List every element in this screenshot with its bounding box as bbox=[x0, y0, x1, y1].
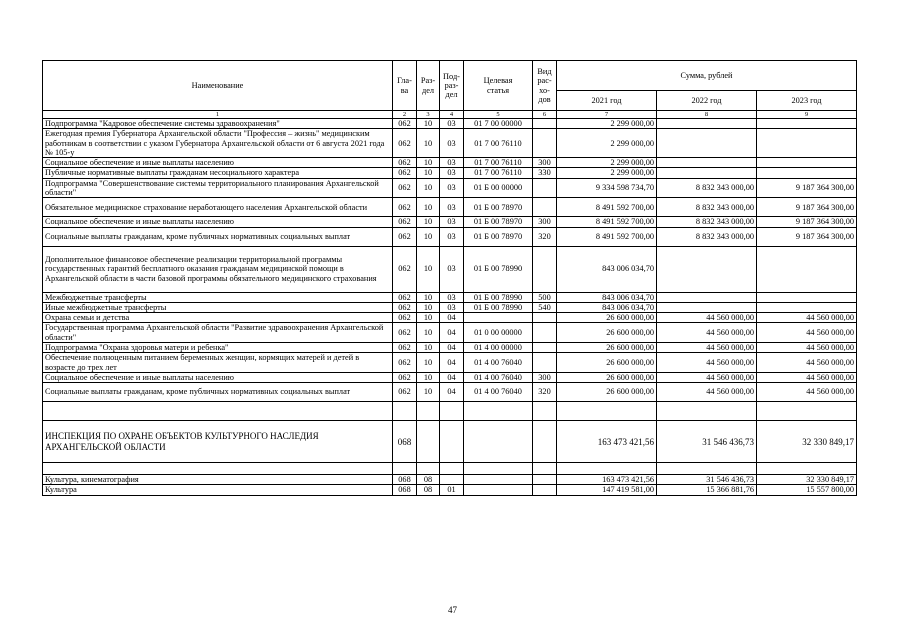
table-row bbox=[43, 302, 857, 312]
cell-s2022: 8 832 343 000,00 bbox=[657, 227, 757, 246]
cell-vr bbox=[533, 313, 557, 323]
cell-s2023 bbox=[757, 158, 857, 168]
cell-s2021: 26 600 000,00 bbox=[557, 313, 657, 323]
cell-name bbox=[43, 402, 393, 421]
cell-s2021: 163 473 421,56 bbox=[557, 421, 657, 463]
cell-s2023: 32 330 849,17 bbox=[757, 421, 857, 463]
cell-ch: 062 bbox=[393, 246, 417, 292]
table-row bbox=[43, 485, 857, 495]
cell-name: ИНСПЕКЦИЯ ПО ОХРАНЕ ОБЪЕКТОВ КУЛЬТУРНОГО НАСЛЕДИЯ АРХАНГЕЛЬСКОЙ ОБЛАСТИ bbox=[43, 421, 393, 463]
cell-s2022 bbox=[657, 168, 757, 178]
cell-s2023: 15 557 800,00 bbox=[757, 485, 857, 495]
cell-s2022: 8 832 343 000,00 bbox=[657, 178, 757, 198]
cell-s2021: 2 299 000,00 bbox=[557, 119, 657, 129]
header-summa: Сумма, рублей bbox=[557, 61, 857, 91]
cell-s2023: 44 560 000,00 bbox=[757, 342, 857, 352]
cell-s2021: 26 600 000,00 bbox=[557, 342, 657, 352]
cell-ch bbox=[393, 402, 417, 421]
cell-s2021: 2 299 000,00 bbox=[557, 129, 657, 158]
table-row bbox=[43, 246, 857, 292]
cell-s2021: 163 473 421,56 bbox=[557, 475, 657, 485]
cell-cs: 01 4 00 76040 bbox=[464, 383, 533, 402]
cell-s2021: 26 600 000,00 bbox=[557, 372, 657, 382]
cell-vr bbox=[533, 246, 557, 292]
cell-cs: 01 4 00 76040 bbox=[464, 372, 533, 382]
cell-ch: 062 bbox=[393, 342, 417, 352]
cell-ch: 062 bbox=[393, 198, 417, 217]
cell-ch: 068 bbox=[393, 475, 417, 485]
cell-rz: 10 bbox=[417, 246, 440, 292]
cell-s2021: 8 491 592 700,00 bbox=[557, 198, 657, 217]
cell-cs bbox=[464, 463, 533, 475]
cell-pr: 01 bbox=[440, 485, 464, 495]
cell-cs: 01 Б 00 78970 bbox=[464, 198, 533, 217]
table-row bbox=[43, 402, 857, 421]
cell-rz: 10 bbox=[417, 313, 440, 323]
header-2021: 2021 год bbox=[557, 91, 657, 111]
cell-vr: 330 bbox=[533, 168, 557, 178]
table-row bbox=[43, 129, 857, 158]
cell-name bbox=[43, 463, 393, 475]
cell-name: Культура, кинематография bbox=[43, 475, 393, 485]
cell-name: Подпрограмма "Кадровое обеспечение системы здравоохранения" bbox=[43, 119, 393, 129]
col-index: 2 bbox=[393, 111, 417, 119]
table-row bbox=[43, 323, 857, 343]
cell-name: Охрана семьи и детства bbox=[43, 313, 393, 323]
cell-s2021 bbox=[557, 402, 657, 421]
table-row bbox=[43, 475, 857, 485]
table-row bbox=[43, 168, 857, 178]
cell-cs: 01 7 00 76110 bbox=[464, 158, 533, 168]
cell-s2023: 9 187 364 300,00 bbox=[757, 198, 857, 217]
cell-s2023: 44 560 000,00 bbox=[757, 353, 857, 373]
cell-s2022: 44 560 000,00 bbox=[657, 313, 757, 323]
cell-cs: 01 7 00 76110 bbox=[464, 129, 533, 158]
cell-s2022 bbox=[657, 129, 757, 158]
cell-pr: 03 bbox=[440, 227, 464, 246]
cell-s2022 bbox=[657, 119, 757, 129]
cell-vr bbox=[533, 485, 557, 495]
cell-vr bbox=[533, 178, 557, 198]
cell-s2021: 843 006 034,70 bbox=[557, 292, 657, 302]
cell-pr: 03 bbox=[440, 246, 464, 292]
cell-name: Подпрограмма "Совершенствование системы территориального планирования Архангельской области" bbox=[43, 178, 393, 198]
cell-rz: 10 bbox=[417, 372, 440, 382]
cell-rz: 10 bbox=[417, 217, 440, 227]
cell-ch: 062 bbox=[393, 168, 417, 178]
cell-s2023: 9 187 364 300,00 bbox=[757, 217, 857, 227]
cell-ch: 068 bbox=[393, 421, 417, 463]
cell-rz bbox=[417, 421, 440, 463]
cell-name: Социальные выплаты гражданам, кроме публичных нормативных социальных выплат bbox=[43, 383, 393, 402]
cell-pr bbox=[440, 421, 464, 463]
cell-rz: 10 bbox=[417, 119, 440, 129]
cell-ch: 062 bbox=[393, 383, 417, 402]
cell-s2023 bbox=[757, 463, 857, 475]
cell-s2023: 9 187 364 300,00 bbox=[757, 227, 857, 246]
cell-vr bbox=[533, 475, 557, 485]
cell-s2021: 843 006 034,70 bbox=[557, 246, 657, 292]
budget-table bbox=[42, 60, 857, 496]
cell-cs: 01 Б 00 00000 bbox=[464, 178, 533, 198]
table-row bbox=[43, 119, 857, 129]
table-row bbox=[43, 421, 857, 463]
cell-s2022: 8 832 343 000,00 bbox=[657, 198, 757, 217]
cell-name: Подпрограмма "Охрана здоровья матери и ребенка" bbox=[43, 342, 393, 352]
cell-s2022: 44 560 000,00 bbox=[657, 342, 757, 352]
cell-rz bbox=[417, 402, 440, 421]
cell-pr: 03 bbox=[440, 217, 464, 227]
cell-s2023 bbox=[757, 292, 857, 302]
cell-cs bbox=[464, 475, 533, 485]
cell-name: Социальное обеспечение и иные выплаты населению bbox=[43, 217, 393, 227]
cell-s2021: 147 419 581,00 bbox=[557, 485, 657, 495]
col-index: 6 bbox=[533, 111, 557, 119]
cell-rz: 10 bbox=[417, 168, 440, 178]
cell-name: Обеспечение полноценным питанием беременных женщин, кормящих матерей и детей в возрасте до трех лет bbox=[43, 353, 393, 373]
cell-cs: 01 Б 00 78990 bbox=[464, 246, 533, 292]
table-row bbox=[43, 158, 857, 168]
cell-cs: 01 4 00 76040 bbox=[464, 353, 533, 373]
col-index: 1 bbox=[43, 111, 393, 119]
cell-name: Иные межбюджетные трансферты bbox=[43, 302, 393, 312]
table-row bbox=[43, 342, 857, 352]
cell-ch: 062 bbox=[393, 158, 417, 168]
table-row bbox=[43, 372, 857, 382]
cell-s2022 bbox=[657, 463, 757, 475]
cell-s2021: 8 491 592 700,00 bbox=[557, 227, 657, 246]
cell-name: Культура bbox=[43, 485, 393, 495]
cell-name: Дополнительное финансовое обеспечение реализации территориальной программы государственных гарантий бесплатного оказания гражданам медицинской помощи в Архангельской области в части базовой программы обязательного медицинского страхования bbox=[43, 246, 393, 292]
cell-ch: 062 bbox=[393, 313, 417, 323]
table-row bbox=[43, 292, 857, 302]
table-row bbox=[43, 353, 857, 373]
cell-cs bbox=[464, 402, 533, 421]
cell-pr: 03 bbox=[440, 119, 464, 129]
cell-s2022 bbox=[657, 402, 757, 421]
cell-name: Межбюджетные трансферты bbox=[43, 292, 393, 302]
cell-s2023: 32 330 849,17 bbox=[757, 475, 857, 485]
cell-pr bbox=[440, 463, 464, 475]
cell-vr: 300 bbox=[533, 217, 557, 227]
cell-s2023: 44 560 000,00 bbox=[757, 383, 857, 402]
cell-vr bbox=[533, 342, 557, 352]
cell-pr: 04 bbox=[440, 313, 464, 323]
page-number: 47 bbox=[448, 605, 457, 615]
cell-s2021: 2 299 000,00 bbox=[557, 168, 657, 178]
table-row bbox=[43, 313, 857, 323]
cell-ch: 062 bbox=[393, 353, 417, 373]
cell-pr: 04 bbox=[440, 342, 464, 352]
cell-vr: 300 bbox=[533, 372, 557, 382]
cell-cs: 01 Б 00 78990 bbox=[464, 302, 533, 312]
cell-ch: 062 bbox=[393, 119, 417, 129]
cell-vr bbox=[533, 421, 557, 463]
cell-rz bbox=[417, 463, 440, 475]
cell-rz: 10 bbox=[417, 178, 440, 198]
table-row bbox=[43, 178, 857, 198]
cell-cs: 01 Б 00 78990 bbox=[464, 292, 533, 302]
cell-name: Социальные выплаты гражданам, кроме публичных нормативных социальных выплат bbox=[43, 227, 393, 246]
cell-name: Публичные нормативные выплаты гражданам несоциального характера bbox=[43, 168, 393, 178]
cell-ch: 062 bbox=[393, 292, 417, 302]
cell-cs: 01 0 00 00000 bbox=[464, 323, 533, 343]
cell-s2021: 8 491 592 700,00 bbox=[557, 217, 657, 227]
cell-vr: 500 bbox=[533, 292, 557, 302]
cell-vr bbox=[533, 353, 557, 373]
cell-vr bbox=[533, 129, 557, 158]
cell-s2023 bbox=[757, 302, 857, 312]
cell-s2022: 44 560 000,00 bbox=[657, 383, 757, 402]
col-index: 4 bbox=[440, 111, 464, 119]
cell-pr: 04 bbox=[440, 353, 464, 373]
cell-s2022 bbox=[657, 302, 757, 312]
cell-ch: 062 bbox=[393, 302, 417, 312]
cell-s2021: 26 600 000,00 bbox=[557, 323, 657, 343]
cell-pr: 03 bbox=[440, 292, 464, 302]
cell-ch: 062 bbox=[393, 323, 417, 343]
col-index: 5 bbox=[464, 111, 533, 119]
cell-cs: 01 7 00 76110 bbox=[464, 168, 533, 178]
cell-s2023 bbox=[757, 119, 857, 129]
header-podrazdel: Под- раз- дел bbox=[440, 61, 464, 111]
cell-vr: 540 bbox=[533, 302, 557, 312]
cell-s2022: 8 832 343 000,00 bbox=[657, 217, 757, 227]
cell-cs bbox=[464, 421, 533, 463]
cell-s2021: 26 600 000,00 bbox=[557, 353, 657, 373]
cell-s2021: 2 299 000,00 bbox=[557, 158, 657, 168]
cell-s2023 bbox=[757, 129, 857, 158]
col-index: 7 bbox=[557, 111, 657, 119]
cell-rz: 10 bbox=[417, 292, 440, 302]
cell-s2022: 44 560 000,00 bbox=[657, 323, 757, 343]
header-2023: 2023 год bbox=[757, 91, 857, 111]
cell-rz: 10 bbox=[417, 323, 440, 343]
cell-rz: 08 bbox=[417, 475, 440, 485]
cell-pr: 04 bbox=[440, 372, 464, 382]
table-body bbox=[43, 119, 857, 496]
cell-rz: 10 bbox=[417, 198, 440, 217]
cell-name: Обязательное медицинское страхование неработающего населения Архангельской области bbox=[43, 198, 393, 217]
cell-cs: 01 Б 00 78970 bbox=[464, 217, 533, 227]
cell-vr bbox=[533, 198, 557, 217]
cell-s2022 bbox=[657, 246, 757, 292]
header-razdel: Раз- дел bbox=[417, 61, 440, 111]
cell-rz: 10 bbox=[417, 129, 440, 158]
header-name: Наименование bbox=[43, 61, 393, 111]
cell-pr: 04 bbox=[440, 383, 464, 402]
cell-rz: 10 bbox=[417, 227, 440, 246]
cell-s2021: 843 006 034,70 bbox=[557, 302, 657, 312]
header-vid: Вид рас- хо- дов bbox=[533, 61, 557, 111]
header-statya: Целевая статья bbox=[464, 61, 533, 111]
cell-cs: 01 Б 00 78970 bbox=[464, 227, 533, 246]
table-row bbox=[43, 227, 857, 246]
cell-pr: 03 bbox=[440, 129, 464, 158]
cell-vr bbox=[533, 323, 557, 343]
col-index: 9 bbox=[757, 111, 857, 119]
cell-cs bbox=[464, 485, 533, 495]
cell-name: Социальное обеспечение и иные выплаты населению bbox=[43, 158, 393, 168]
cell-name: Ежегодная премия Губернатора Архангельской области "Профессия – жизнь" медицинским работникам в соответствии с указом Губернатора Архангельской области от 6 августа 2021 года № 105-у bbox=[43, 129, 393, 158]
cell-pr: 03 bbox=[440, 178, 464, 198]
cell-pr: 03 bbox=[440, 302, 464, 312]
cell-s2022: 31 546 436,73 bbox=[657, 475, 757, 485]
cell-vr bbox=[533, 463, 557, 475]
cell-s2021 bbox=[557, 463, 657, 475]
cell-rz: 10 bbox=[417, 342, 440, 352]
cell-rz: 10 bbox=[417, 302, 440, 312]
cell-ch: 062 bbox=[393, 227, 417, 246]
cell-cs: 01 4 00 00000 bbox=[464, 342, 533, 352]
cell-s2022: 44 560 000,00 bbox=[657, 353, 757, 373]
table-row bbox=[43, 383, 857, 402]
cell-pr: 03 bbox=[440, 158, 464, 168]
cell-pr: 04 bbox=[440, 323, 464, 343]
cell-s2023: 44 560 000,00 bbox=[757, 323, 857, 343]
cell-s2022 bbox=[657, 158, 757, 168]
cell-name: Государственная программа Архангельской области "Развитие здравоохранения Архангельской области" bbox=[43, 323, 393, 343]
cell-vr: 320 bbox=[533, 383, 557, 402]
cell-s2021: 9 334 598 734,70 bbox=[557, 178, 657, 198]
cell-ch: 062 bbox=[393, 129, 417, 158]
cell-ch: 068 bbox=[393, 485, 417, 495]
cell-ch: 062 bbox=[393, 372, 417, 382]
cell-s2023: 44 560 000,00 bbox=[757, 372, 857, 382]
cell-ch: 062 bbox=[393, 178, 417, 198]
cell-s2023 bbox=[757, 246, 857, 292]
cell-pr: 03 bbox=[440, 168, 464, 178]
col-index: 8 bbox=[657, 111, 757, 119]
cell-s2023 bbox=[757, 402, 857, 421]
cell-rz: 08 bbox=[417, 485, 440, 495]
cell-rz: 10 bbox=[417, 158, 440, 168]
cell-rz: 10 bbox=[417, 353, 440, 373]
cell-ch: 062 bbox=[393, 217, 417, 227]
cell-pr bbox=[440, 475, 464, 485]
header-glava: Гла- ва bbox=[393, 61, 417, 111]
cell-vr: 320 bbox=[533, 227, 557, 246]
cell-ch bbox=[393, 463, 417, 475]
cell-cs: 01 7 00 00000 bbox=[464, 119, 533, 129]
cell-s2022: 44 560 000,00 bbox=[657, 372, 757, 382]
cell-vr bbox=[533, 119, 557, 129]
cell-pr: 03 bbox=[440, 198, 464, 217]
cell-pr bbox=[440, 402, 464, 421]
cell-s2023 bbox=[757, 168, 857, 178]
cell-s2023: 44 560 000,00 bbox=[757, 313, 857, 323]
table-row bbox=[43, 198, 857, 217]
cell-s2022: 31 546 436,73 bbox=[657, 421, 757, 463]
cell-cs bbox=[464, 313, 533, 323]
table-row bbox=[43, 217, 857, 227]
cell-s2022 bbox=[657, 292, 757, 302]
cell-s2022: 15 366 881,76 bbox=[657, 485, 757, 495]
table-row bbox=[43, 463, 857, 475]
cell-name: Социальное обеспечение и иные выплаты населению bbox=[43, 372, 393, 382]
header-2022: 2022 год bbox=[657, 91, 757, 111]
cell-s2021: 26 600 000,00 bbox=[557, 383, 657, 402]
cell-s2023: 9 187 364 300,00 bbox=[757, 178, 857, 198]
cell-vr bbox=[533, 402, 557, 421]
cell-vr: 300 bbox=[533, 158, 557, 168]
column-index-row bbox=[43, 111, 857, 119]
cell-rz: 10 bbox=[417, 383, 440, 402]
col-index: 3 bbox=[417, 111, 440, 119]
